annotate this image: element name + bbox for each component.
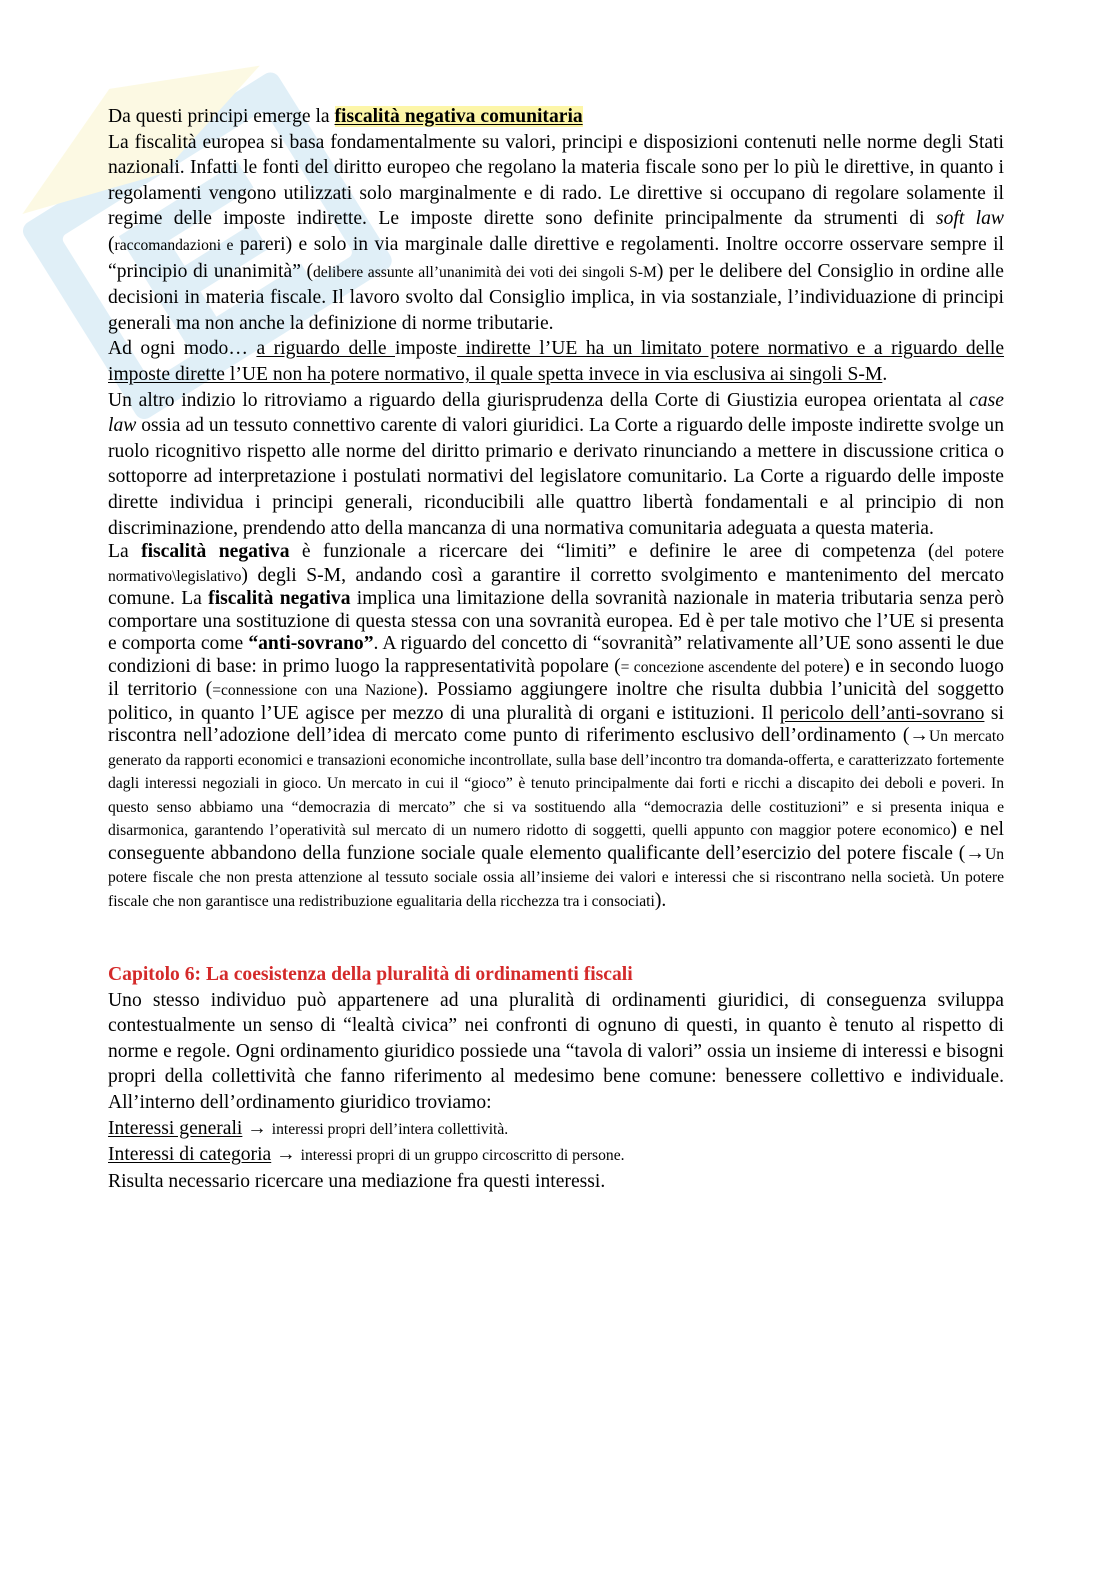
case-law-term: case law [108,389,1004,437]
arrow-right-icon: → [965,842,985,864]
paragraph-corte-giustizia: Un altro indizio lo ritroviamo a riguardo della giurisprudenza della Corte di Giustizia europea orientata al case law ossia ad un tessuto connettivo carente di valori giuridici. La Corte a riguardo delle imposte indirette svolge un ruolo ricognitivo rispetto alle norme del diritto primario e derivato rinunciando a mettere in discussione critica o sottoporre ad interpretazione i postulati normativi del legislatore comunitario. La Corte a riguardo delle imposte dirette individua i principi generali, riconducibili alle quattro libertà fondamentali e al principio di non discriminazione, prendendo atto della mancanza di una normativa comunitaria adeguata a questa materia. [108,389,1004,539]
anti-sovrano-term: “anti-sovrano” [248,633,374,655]
pericolo-anti-sovrano: pericolo dell’anti-sovrano [779,702,985,724]
underlined-statement: indirette l’UE ha un limitato potere normativo e a riguardo delle imposte dirette l’UE non ha potere normativo, il quale spetta invece in via esclusiva ai singoli S-M [108,338,1005,385]
list-item-label: Interessi di categoria [108,1144,272,1166]
paragraph-fiscalita-negativa: La fiscalità negativa è funzionale a ricercare dei “limiti” e definire le aree di competenza (del potere normativo\legislativo) degli S-M, andando così a garantire il corretto svolgimento e mantenimento del mercato comune. La fiscalità negativa implica una limitazione della sovranità nazionale in materia tributaria senza però comportare una sostituzione di questa stessa con una sovranità europea. Ed è per tale motivo che l’UE si presenta e comporta come “anti-sovrano”. A riguardo del concetto di “sovranità” relativamente all’UE sono assenti le due condizioni di base: in primo luogo la rappresentatività popolare (= concezione ascendente del potere) e in secondo luogo il territorio (=connessione con una Nazione). Possiamo aggiungere inoltre che risulta dubbia l’unicità del soggetto politico, in quanto l’UE agisce per mezzo di una pluralità di organi e istituzioni. Il pericolo dell’anti-sovrano si riscontra nell’adozione dell’idea di mercato come punto di riferimento esclusivo dell’ordinamento (→Un mercato generato da rapporti economici e transazioni economiche incontrollate, sulla base dell’incontro tra domanda-offerta, e caratterizzato fortemente dagli interessi negoziali in gioco. Un mercato in cui il “gioco” è tenuto principalmente dai forti e ricchi a discapito dei deboli e poveri. In questo senso abbiamo una “democrazia di mercato” che si va sostituendo alla “democrazia delle costituzioni” e si presenta iniqua e disarmonica, garantendo l’operatività sul mercato di un numero ridotto di soggetti, quelli appunto con maggior potere economico) e nel conseguente abbandono della funzione sociale quale elemento qualificante dell’esercizio del potere fiscale (→Un potere fiscale che non presta attenzione al tessuto sociale ossia all’insieme dei valori e interessi che si riscontrano nella società. Un potere fiscale che non garantisce una redistribuzione egualitaria della ricchezza tra i consociati). [108,541,1004,911]
intro-line: Da questi principi emerge la fiscalità negativa comunitaria [108,106,583,127]
section-gap [108,913,1004,962]
closing-sentence: Risulta necessario ricercare una mediazione fra questi interessi. [108,1170,606,1192]
paragraph-potere-normativo: Ad ogni modo… a riguardo delle imposte indirette l’UE ha un limitato potere normativo e a riguardo delle imposte dirette l’UE non ha potere normativo, il quale spetta invece in via esclusiva ai singoli S-M. [108,338,1005,385]
paragraph-pluralita-ordinamenti: Uno stesso individuo può appartenere ad una pluralità di ordinamenti giuridici, di conseguenza sviluppa contestualmente un senso di “lealtà civica” nei confronti di ognuno di questi, in quanto è tenuto al rispetto di norme e regole. Ogni ordinamento giuridico possiede una “tavola di valori” ossia un insieme di interessi e bisogni propri della collettività che fanno riferimento al medesimo bene comune: benessere collettivo e individuale. All’interno dell’ordinamento giuridico troviamo: [108,989,1004,1114]
arrow-right-icon: → [242,1117,272,1139]
paragraph-fiscalita-europea: La fiscalità europea si basa fondamentalmente su valori, principi e disposizioni contenuti nelle norme degli Stati nazionali. Infatti le fonti del diritto europeo che regolano la materia fiscale sono per lo più le direttive, in quanto i regolamenti vengono utilizzati solo marginalmente e di rado. Le direttive si occupano di regolare solamente il regime delle imposte indirette. Le imposte dirette sono definite principalmente da strumenti di soft law (raccomandazioni e pareri) e solo in via marginale dalle direttive e regolamenti. Inoltre occorre osservare sempre il “principio di unanimità” (delibere assunte all’unanimità dei voti dei singoli S-M) per le delibere del Consiglio in ordine alle decisioni in materia fiscale. Il lavoro svolto dal Consiglio implica, in via sostanziale, l’individuazione di principi generali ma non anche la definizione di norme tributarie. [108,131,1004,334]
arrow-right-icon: → [909,725,929,747]
list-item-label: Interessi generali [108,1117,243,1139]
document-page [108,104,1004,1194]
chapter-heading: Capitolo 6: La coesistenza della pluralità di ordinamenti fiscali [108,964,633,986]
section-title: fiscalità negativa comunitaria [334,106,583,127]
arrow-right-icon: → [271,1144,301,1166]
soft-law-term: soft law [935,208,1004,230]
list-item-interessi-categoria: Interessi di categoria → interessi propri di un gruppo circoscritto di persone. [108,1144,625,1166]
list-item-interessi-generali: Interessi generali → interessi propri dell’intera collettività. [108,1117,509,1139]
